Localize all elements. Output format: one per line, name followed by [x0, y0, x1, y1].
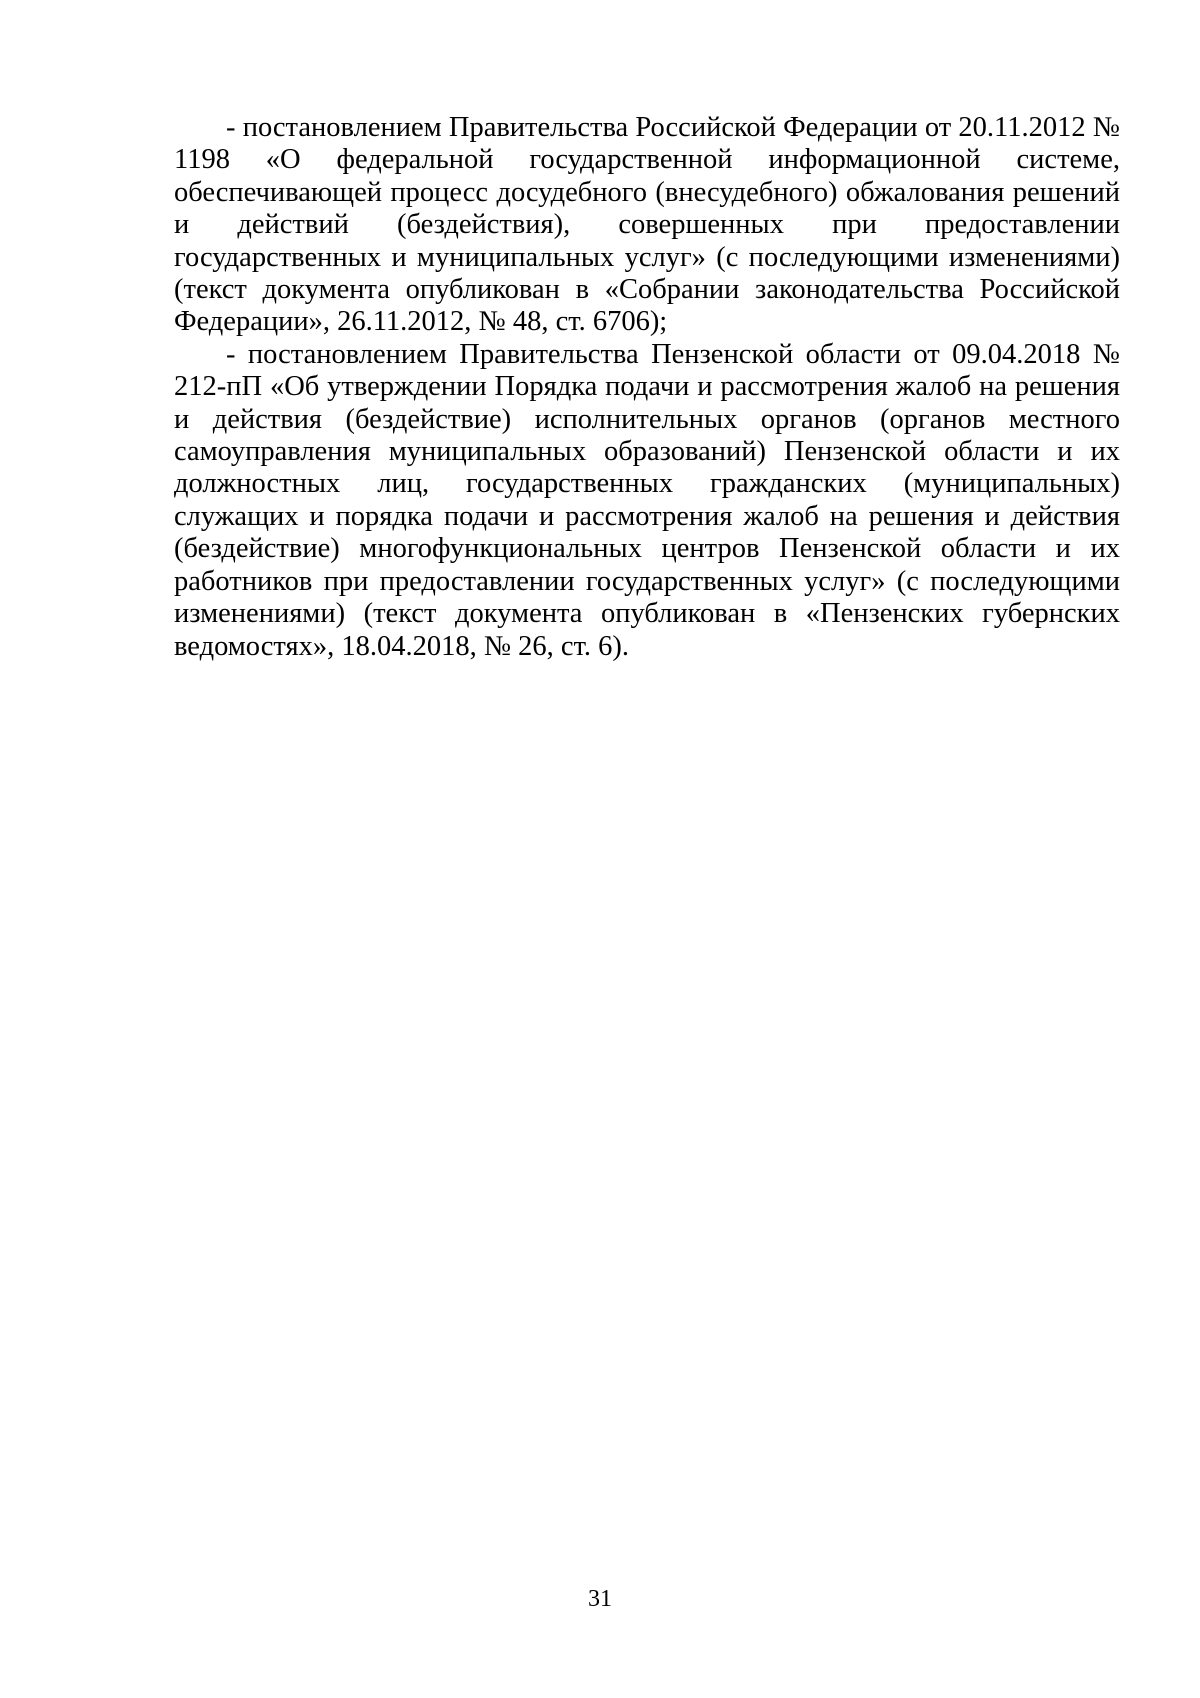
page-number: 31: [588, 1586, 612, 1612]
paragraph-resolution-penza-212: - постановлением Правительства Пензенской области от 09.04.2018 № 212-пП «Об утверждении Порядка подачи и рассмотрения жалоб на решения и действия (бездействие) исполнительных органов (органов местного самоуправления муниципальных образований) Пензенской области и их должностных лиц, государственных гражданских (муниципальных) служащих и порядка подачи и рассмотрения жалоб на решения и действия (бездействие) многофункциональных центров Пензенской области и их работников при предоставлении государственных услуг» (с последующими изменениями) (текст документа опубликован в «Пензенских губернских ведомостях», 18.04.2018, № 26, ст. 6).: [174, 338, 1120, 662]
document-body: [174, 112, 1120, 663]
paragraph-resolution-rf-1198: - постановлением Правительства Российской Федерации от 20.11.2012 № 1198 «О федеральной государственной информационной системе, обеспечивающей процесс досудебного (внесудебного) обжалования решений и действий (бездействия), совершенных при предоставлении государственных и муниципальных услуг» (с последующими изменениями) (текст документа опубликован в «Собрании законодательства Российской Федерации», 26.11.2012, № 48, ст. 6706);: [174, 112, 1120, 338]
